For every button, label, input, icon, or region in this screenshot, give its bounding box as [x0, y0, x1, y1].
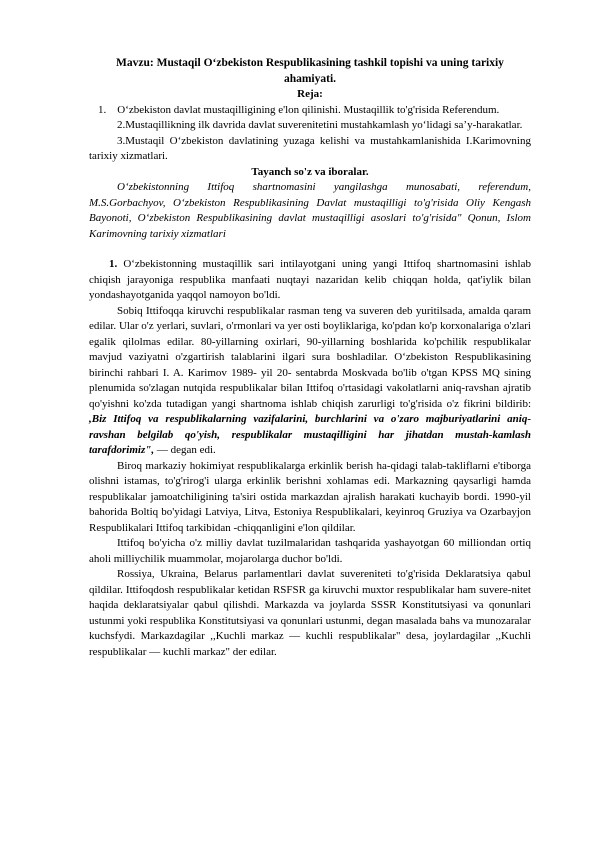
- section-1-paragraph-4: Ittifoq bo'yicha o'z milliy davlat tuzilmalaridan tashqarida yashayotgan 60 milliondan ortiq aholi milliychilik muammolar, mojarolarga duchor bo'ldi.: [89, 537, 531, 565]
- document-title: Mavzu: Mustaqil O‘zbekiston Respublikasining tashkil topishi va uning tarixiy ahamiyati.: [116, 57, 504, 85]
- section-1-paragraph-3: Biroq markaziy hokimiyat respublikalarga erkinlik berish ha-qidagi talab-takliflarni e'tiborga olishni istamas, to'g'rirog'i ularga erkinlik berishni xohlamas edi. Markazning qaysarligi hamda respublikalar jamoatchiligining ta'siri ostida markazdan ajralish harakati kuchayib bordi. 1990-yil bahorida Boltiq bo'yidagi Latviya, Litva, Estoniya Respublikalari, keyinroq Gruziya va Ozarbayjon Respublikalari Ittifoq tarkibidan -chiqqanligini e'lon qildilar.: [89, 459, 531, 534]
- plan-item-number: 3.: [117, 134, 126, 147]
- section-1-paragraph-2: [89, 304, 531, 459]
- plan-item-text: Mustaqillikning ilk davrida davlat suverenitetini mustahkamlash yo‘lidagi sa’y-harakatlar.: [125, 119, 523, 131]
- paragraph-text: Sobiq Ittifoqqa kiruvchi respublikalar rasman teng va suveren deb yuritilsada, amalda qaram edilar. Ular o'z yerlari, suvlari, o'rmonlari va yer osti boyliklariga, ko'pdan ko'p korxonalariga o'zlari egalik qilolmas edilar. 80-yillarning oxirlari, 90-yillarning boshlarida ko'pchilik respublikalar mavjud vaziyatni o'zgartirish talablarini ilgari sura boshladilar. O‘zbekiston Respublikasining birinchi rahbari I. A. Karimov 1989- yil 20- sentabrda Moskvada bo'lib o'tgan KPSS MQ sining plenumida so'zlagan nutqida respublikalar bilan Ittifoq o'rtasidagi vakolatlarni aniq-ravshan ajratib qo'yishni ko'zda tutadigan yangi shartnoma ishlab chiqish zarurligi to'g'risida o'z fikrini bildirib:: [89, 304, 531, 410]
- plan-item-1: [89, 103, 531, 119]
- section-number: 1.: [109, 258, 118, 270]
- plan-item-text: Mustaqil O‘zbekiston davlatining yuzaga kelishi va mustahkamlanishida I.Karimovning tarixiy xizmatlari.: [89, 134, 531, 162]
- paragraph-text: O‘zbekistonning mustaqillik sari intilayotgani uning yangi Ittifoq shartnomasini ishlab chiqish jarayoniga respublika manfaati nuqtayi nazaridan kelib chiqqan holda, qat'iylik bilan yondashayotganida yaqqol namoyon bo'ldi.: [89, 258, 531, 301]
- karimov-quote: ,Biz Ittifoq va respublikalarning vazifalarini, burchlarini va o'zaro majburiyatlarini aniq-ravshan belgilab qo'yish, respublikalar mustaqilligini har jihatdan mustah-kamlash tarafdorimiz",: [89, 413, 531, 456]
- plan-item-number: 1.: [98, 103, 107, 116]
- plan-item-number: 2.: [117, 119, 126, 131]
- document-body: [89, 56, 531, 660]
- plan-heading: Reja:: [297, 88, 323, 100]
- section-1-paragraph-5: Rossiya, Ukraina, Belarus parlamentlari davlat suvereniteti to'g'risida Deklaratsiya qabul qildilar. Ittifoqdosh respublikalar ketidan RSFSR ga kiruvchi muxtor respublikalar ham suvere-nitet haqida deklaratsiyalar qabul qilishdi. Markazda va joylarda SSSR Konstitutsiyasi va qonunlari ustunmi yoki respublika Konstitutsiyasi va qonunlari ustunmi, degan masalada bahs va munozaralar kuchsfydi. Markazdagilar ,,Kuchli markaz — kuchli respublikalar" desa, joylardagilar ,,Kuchli respublikalar — kuchli markaz" der edilar.: [89, 568, 531, 658]
- plan-item-text: O‘zbekiston davlat mustaqilligining e'lon qilinishi. Mustaqillik to'g'risida Referendum.: [117, 103, 500, 116]
- plan-item-2: [89, 118, 531, 134]
- keywords-text: O‘zbekistonning Ittifoq shartnomasini yangilashga munosabati, referendum, M.S.Gorbachyov, O‘zbekiston Respublikasining Davlat mustaqilligi to'g'risida Oliy Kengash Bayonoti, O‘zbekiston Respublikasining davlat mustaqilligi asoslari to'g'risida" Qonun, Islom Karimovning tarixiy xizmatlari: [89, 181, 531, 240]
- section-1-paragraph-1: [89, 257, 531, 304]
- paragraph-text-end: — degan edi.: [154, 444, 216, 456]
- plan-item-3: [89, 134, 531, 165]
- keywords-heading: Tayanch so'z va iboralar.: [251, 165, 369, 178]
- spacer: [89, 242, 531, 257]
